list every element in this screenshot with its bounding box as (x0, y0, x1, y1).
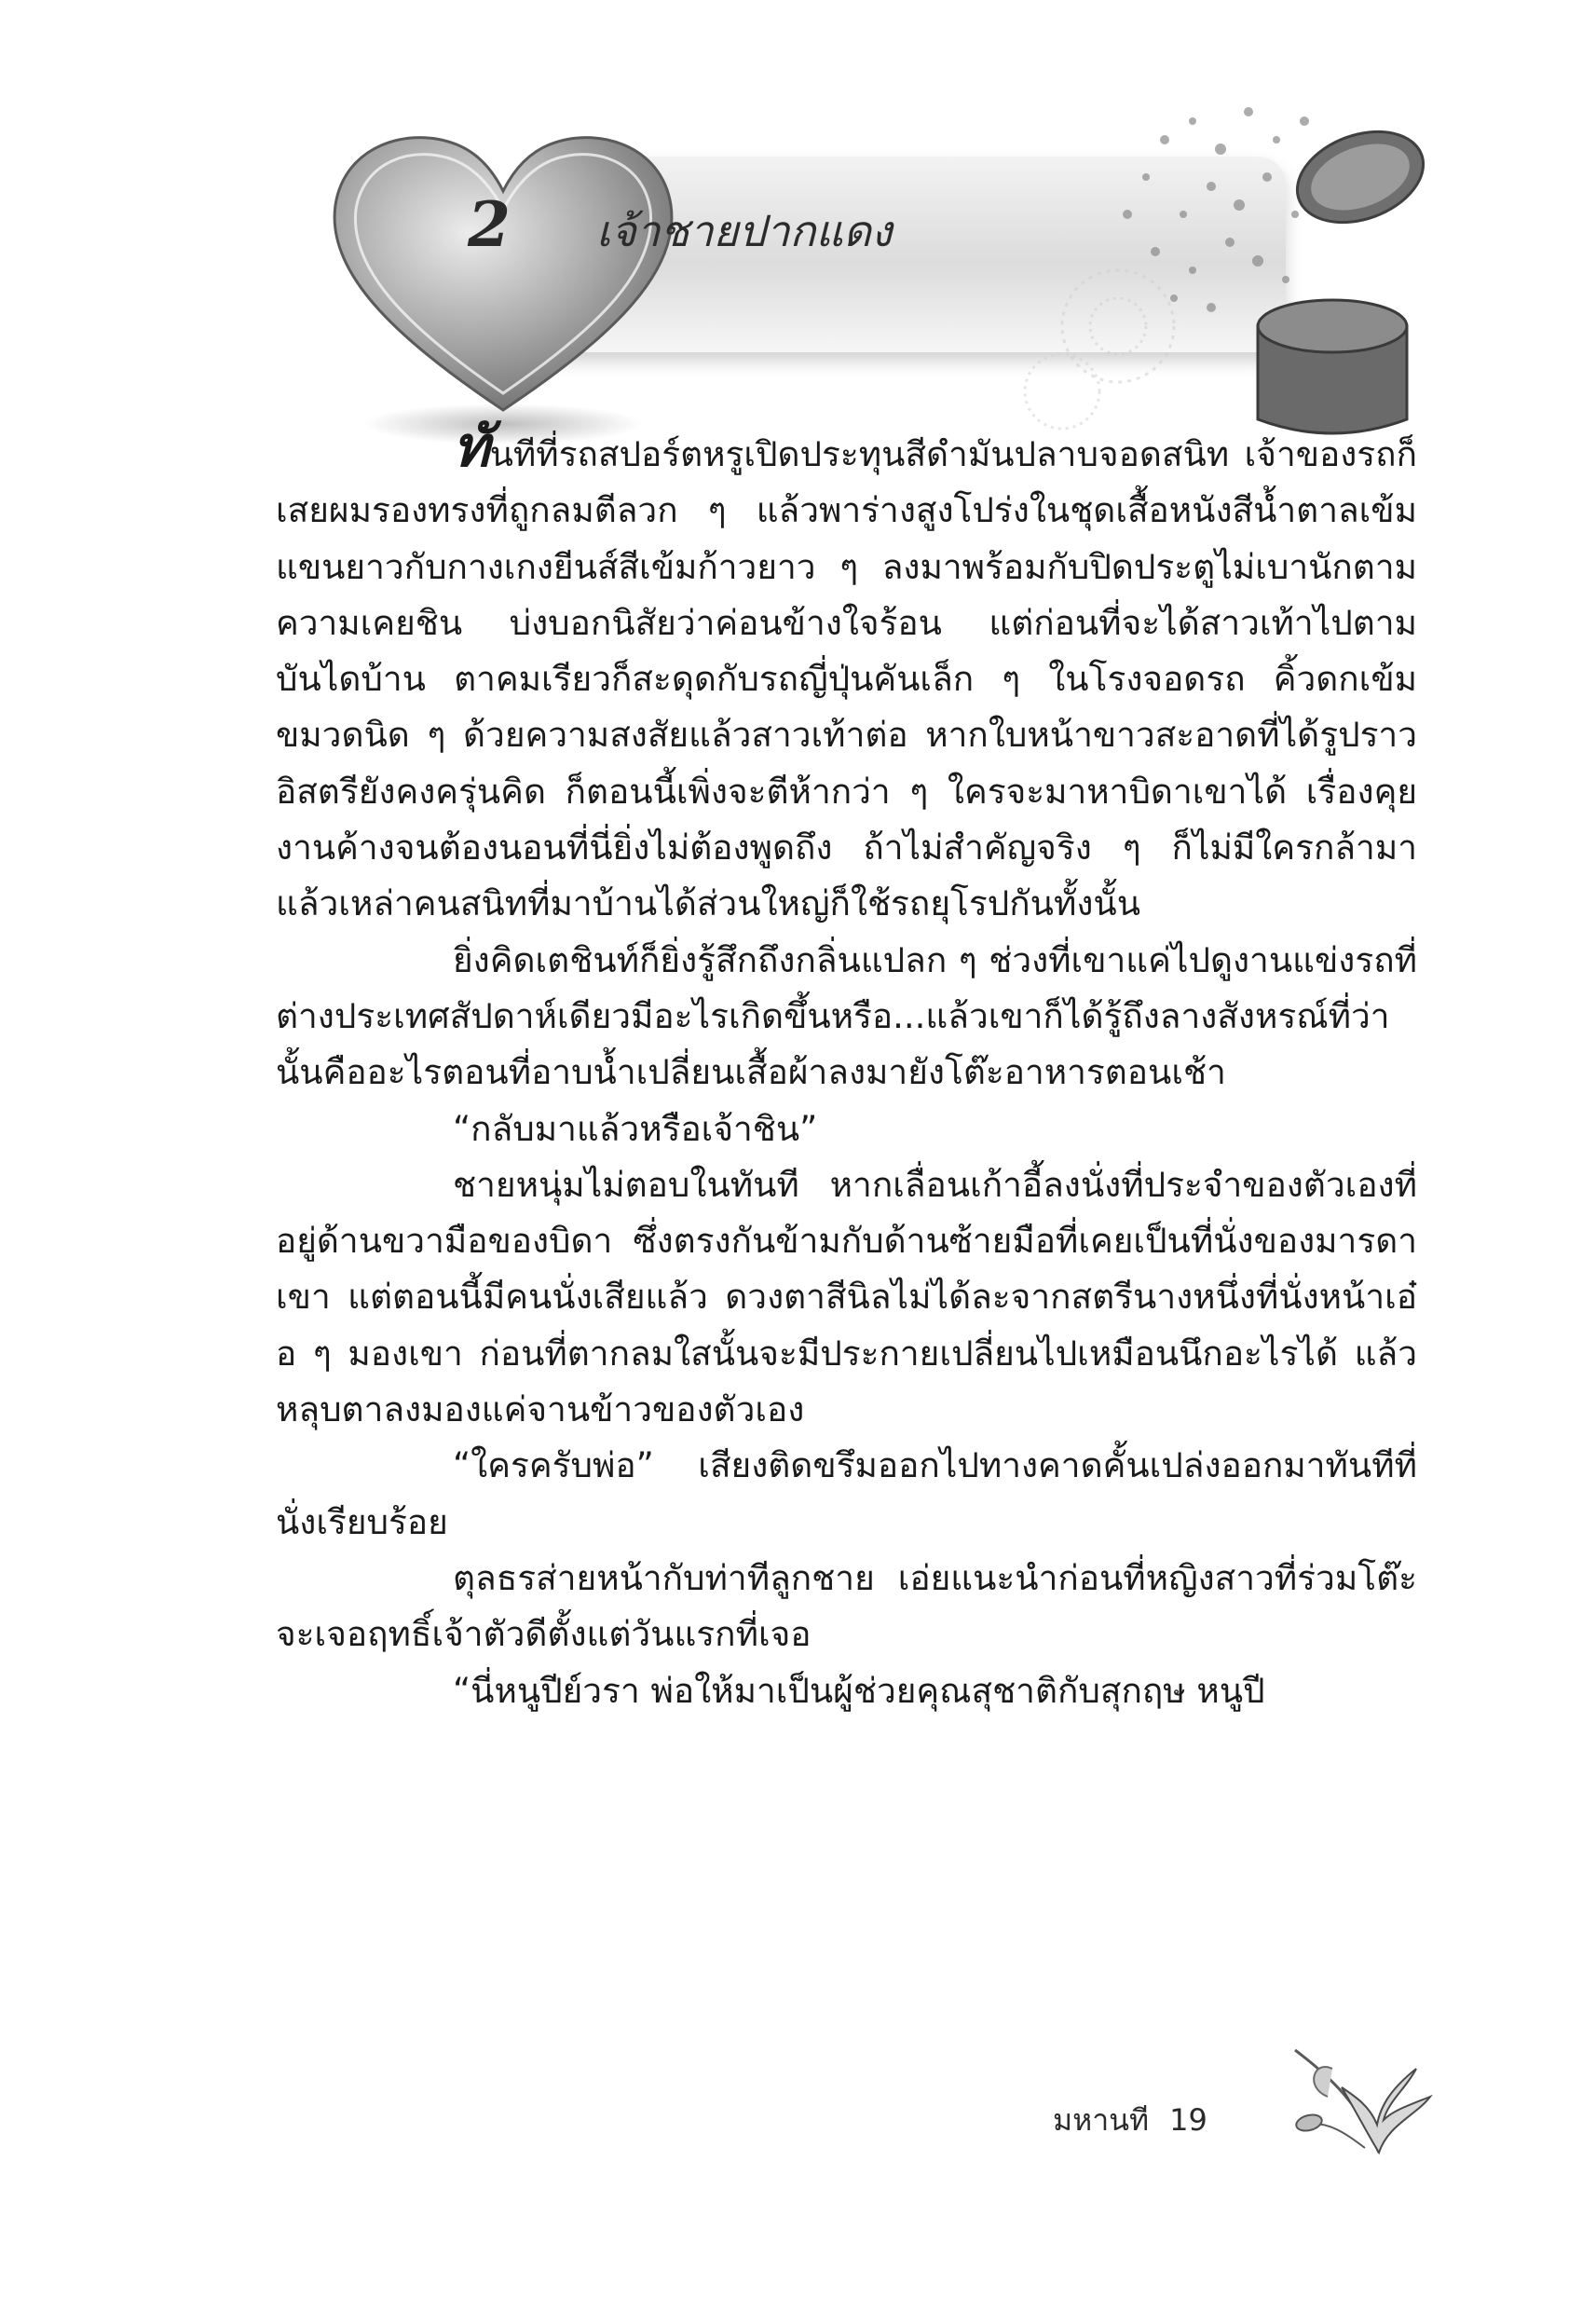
paragraph: ตุลธรส่ายหน้ากับท่าทีลูกชาย เอ่ยแนะนำก่อนที่หญิงสาวที่ร่วมโต๊ะจะเจอฤทธิ์เจ้าตัวดีตั้งแต่วันแรกที่เจอ (276, 1557, 1417, 1655)
paragraph: “กลับมาแล้วหรือเจ้าชิน” (453, 1108, 818, 1149)
paragraph (276, 415, 1417, 933)
paragraph-text: นทีที่รถสปอร์ตหรูเปิดประทุนสีดำมันปลาบจอดสนิท เจ้าของรถก็เสยผมรองทรงที่ถูกลมตีลวก ๆ แล้วพาร่างสูงโปร่งในชุดเสื้อหนังสีน้ำตาลเข้มแขนยาวกับกางเกงยีนส์สีเข้มก้าวยาว ๆ ลงมาพร้อมกับปิดประตูไม่เบานักตามความเคยชิน บ่งบอกนิสัยว่าค่อนข้างใจร้อน แต่ก่อนที่จะได้สาวเท้าไปตามบันไดบ้าน ตาคมเรียวก็สะดุดกับรถญี่ปุ่นคันเล็ก ๆ ในโรงจอดรถ คิ้วดกเข้มขมวดนิด ๆ ด้วยความสงสัยแล้วสาวเท้าต่อ หากใบหน้าขาวสะอาดที่ได้รูปราวอิสตรียังคงครุ่นคิด ก็ตอนนี้เพิ่งจะตีห้ากว่า ๆ ใครจะมาหาบิดาเขาได้ เรื่องคุยงานค้างจนต้องนอนที่นี่ยิ่งไม่ต้องพูดถึง ถ้าไม่สำคัญจริง ๆ ก็ไม่มีใครกล้ามา แล้วเหล่าคนสนิทที่มาบ้านได้ส่วนใหญ่ก็ใช้รถยุโรปกันทั้งนั้น (276, 434, 1417, 924)
paragraph: ยิ่งคิดเตชินท์ก็ยิ่งรู้สึกถึงกลิ่นแปลก ๆ ช่วงที่เขาแค่ไปดูงานแข่งรถที่ต่างประเทศสัปดาห์เดียวมีอะไรเกิดขึ้นหรือ...แล้วเขาก็ได้รู้ถึงลางสังหรณ์ที่ว่านั้นคืออะไรตอนที่อาบน้ำเปลี่ยนเสื้อผ้าลงมายังโต๊ะอาหารตอนเช้า (276, 939, 1417, 1093)
book-title: มหานที (1053, 2102, 1150, 2138)
gift-box-confetti-decoration (978, 84, 1481, 457)
paragraph: “นี่หนูปีย์วรา พ่อให้มาเป็นผู้ช่วยคุณสุชาติกับสุกฤษ หนูปี (453, 1670, 1265, 1711)
heart-icon (307, 103, 699, 457)
chapter-title: เจ้าชายปากแดง (596, 206, 893, 256)
lily-flower-icon (1276, 2031, 1444, 2171)
chapter-body (276, 415, 1417, 1719)
page-number: 19 (1169, 2102, 1207, 2138)
drop-cap: ทั (453, 415, 490, 480)
paragraph: “ใครครับพ่อ” เสียงติดขรึมออกไปทางคาดคั้นเปล่งออกมาทันทีที่นั่งเรียบร้อย (276, 1445, 1417, 1542)
page-footer (1053, 2097, 1207, 2144)
chapter-number: 2 (468, 188, 511, 261)
paragraph: ชายหนุ่มไม่ตอบในทันที หากเลื่อนเก้าอี้ลงนั่งที่ประจำของตัวเองที่อยู่ด้านขวามือของบิดา ซึ่งตรงกันข้ามกับด้านซ้ายมือที่เคยเป็นที่นั่งของมารดาเขา แต่ตอนนี้มีคนนั่งเสียแล้ว ดวงตาสีนิลไม่ได้ละจากสตรีนางหนึ่งที่นั่งหน้าเอ๋อ ๆ มองเขา ก่อนที่ตากลมใสนั้นจะมีประกายเปลี่ยนไปเหมือนนึกอะไรได้ แล้วหลุบตาลงมองแค่จานข้าวของตัวเอง (276, 1164, 1417, 1430)
